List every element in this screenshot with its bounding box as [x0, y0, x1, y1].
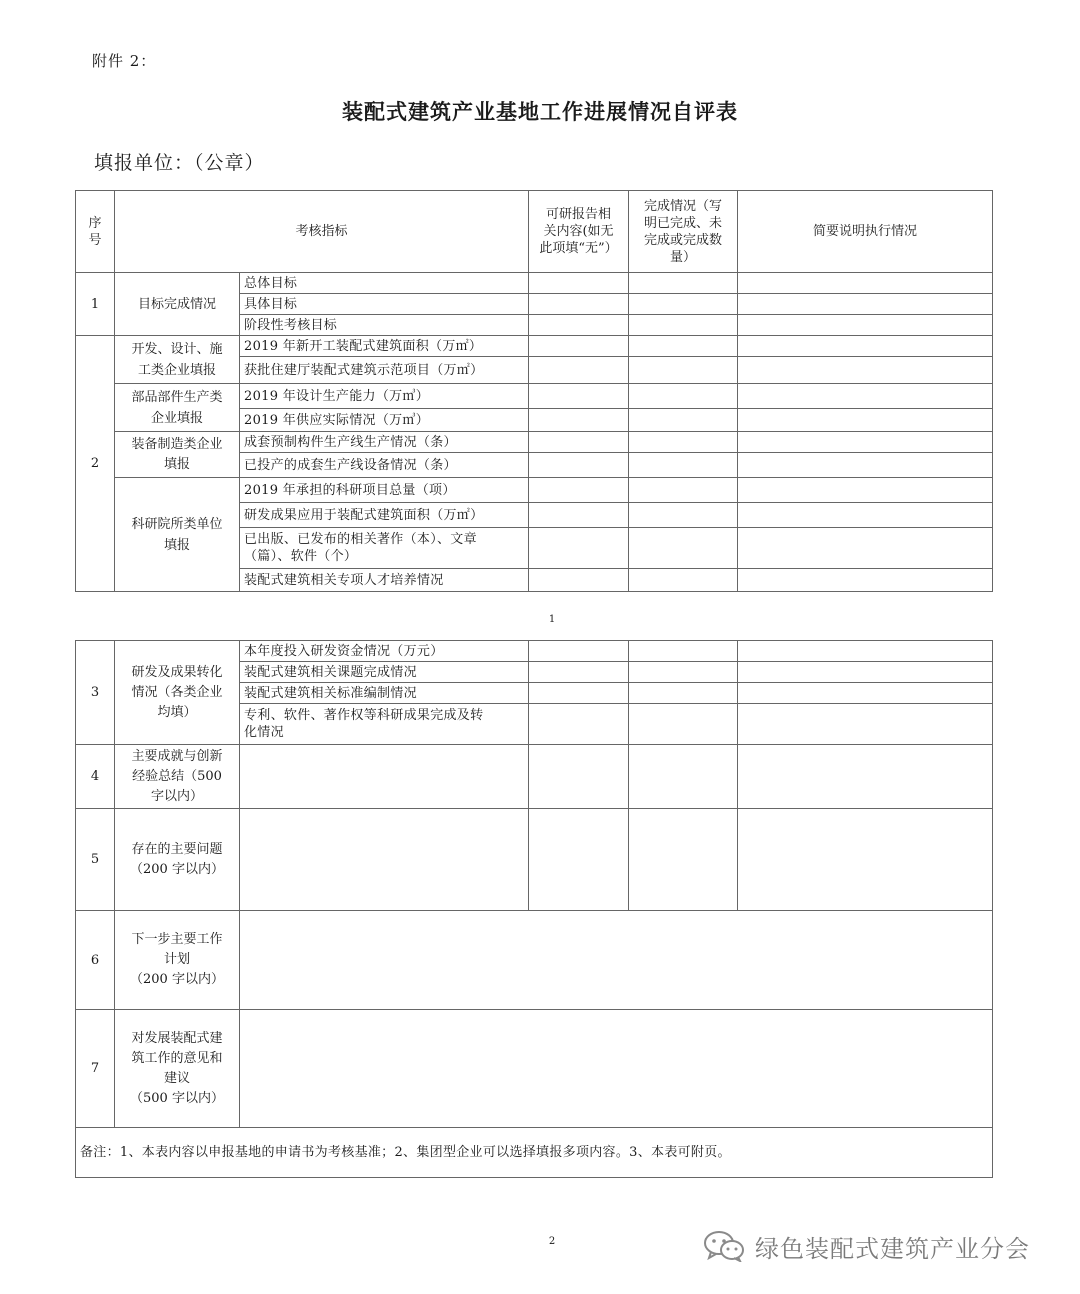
completion-input-cell[interactable] [629, 503, 738, 528]
table-row [76, 641, 993, 662]
completion-input-cell[interactable] [629, 641, 738, 662]
row-number: 5 [76, 809, 115, 911]
report-input-cell[interactable] [529, 273, 629, 294]
header-report-content: 可研报告相 关内容(如无 此项填“无”） [529, 191, 629, 273]
table-row [76, 1010, 993, 1128]
report-input-cell[interactable] [529, 745, 629, 809]
table-row [76, 745, 993, 809]
summary-input-cell[interactable] [738, 809, 993, 911]
summary-input-cell[interactable] [738, 432, 993, 453]
summary-input-cell[interactable] [738, 503, 993, 528]
indicator-cell: 研发成果应用于装配式建筑面积（万㎡） [240, 503, 529, 528]
plan-input-cell[interactable] [240, 911, 993, 1010]
report-input-cell[interactable] [529, 384, 629, 409]
report-input-cell[interactable] [529, 528, 629, 569]
completion-input-cell[interactable] [629, 336, 738, 357]
category-cell: 主要成就与创新 经验总结（500 字以内） [115, 745, 240, 809]
table-row [76, 911, 993, 1010]
page-number: 2 [548, 1236, 556, 1247]
table-row [76, 478, 993, 503]
completion-input-cell[interactable] [629, 273, 738, 294]
completion-input-cell[interactable] [629, 683, 738, 704]
report-input-cell[interactable] [529, 809, 629, 911]
summary-input-cell[interactable] [738, 384, 993, 409]
completion-input-cell[interactable] [629, 409, 738, 432]
completion-input-cell[interactable] [629, 478, 738, 503]
category-cell: 下一步主要工作 计划 （200 字以内） [115, 911, 240, 1010]
completion-input-cell[interactable] [629, 384, 738, 409]
header-summary: 简要说明执行情况 [738, 191, 993, 273]
table-row [76, 273, 993, 294]
completion-input-cell[interactable] [629, 315, 738, 336]
completion-input-cell[interactable] [629, 453, 738, 478]
summary-input-cell[interactable] [738, 478, 993, 503]
completion-input-cell[interactable] [629, 528, 738, 569]
completion-input-cell[interactable] [629, 704, 738, 745]
indicator-cell: 总体目标 [240, 273, 529, 294]
category-cell: 科研院所类单位 填报 [115, 478, 240, 592]
summary-input-cell[interactable] [738, 662, 993, 683]
header-completion: 完成情况（写 明已完成、未 完成或完成数 量） [629, 191, 738, 273]
table-row [76, 809, 993, 911]
category-cell: 目标完成情况 [115, 273, 240, 336]
self-evaluation-table-page2 [75, 640, 993, 1178]
indicator-cell: 阶段性考核目标 [240, 315, 529, 336]
completion-input-cell[interactable] [629, 294, 738, 315]
row-number: 6 [76, 911, 115, 1010]
report-input-cell[interactable] [529, 357, 629, 384]
report-input-cell[interactable] [529, 409, 629, 432]
report-input-cell[interactable] [529, 432, 629, 453]
row-number: 1 [76, 273, 115, 336]
attachment-label: 附件 2： [92, 52, 157, 70]
table-header-row [76, 191, 993, 273]
summary-input-cell[interactable] [738, 336, 993, 357]
note-text: 备注：1、本表内容以申报基地的申请书为考核基准；2、集团型企业可以选择填报多项内容。3、本表可附页。 [76, 1128, 993, 1178]
indicator-cell: 2019 年供应实际情况（万㎥） [240, 409, 529, 432]
report-input-cell[interactable] [529, 662, 629, 683]
summary-input-cell[interactable] [738, 357, 993, 384]
category-cell: 对发展装配式建 筑工作的意见和 建议 （500 字以内） [115, 1010, 240, 1128]
indicator-cell: 装配式建筑相关标准编制情况 [240, 683, 529, 704]
page-title: 装配式建筑产业基地工作进展情况自评表 [342, 99, 738, 124]
row-number: 2 [76, 336, 115, 592]
summary-input-cell[interactable] [738, 294, 993, 315]
summary-input-cell[interactable] [738, 641, 993, 662]
wechat-icon [703, 1230, 745, 1262]
indicator-cell: 2019 年新开工装配式建筑面积（万㎡） [240, 336, 529, 357]
indicator-cell: 已出版、已发布的相关著作（本）、文章 （篇）、软件（个） [240, 528, 529, 569]
summary-input-cell[interactable] [738, 453, 993, 478]
watermark [703, 1227, 1030, 1265]
header-seq: 序 号 [76, 191, 115, 273]
summary-input-cell[interactable] [738, 569, 993, 592]
completion-input-cell[interactable] [629, 569, 738, 592]
summary-input-cell[interactable] [738, 683, 993, 704]
row-number: 3 [76, 641, 115, 745]
table-row [76, 432, 993, 453]
watermark-text: 绿色装配式建筑产业分会 [755, 1234, 1030, 1263]
completion-input-cell[interactable] [629, 432, 738, 453]
indicator-cell: 本年度投入研发资金情况（万元） [240, 641, 529, 662]
page-number: 1 [548, 614, 556, 625]
report-input-cell[interactable] [529, 641, 629, 662]
summary-input-cell[interactable] [738, 704, 993, 745]
report-input-cell[interactable] [529, 453, 629, 478]
row-number: 7 [76, 1010, 115, 1128]
note-row [76, 1128, 993, 1178]
report-input-cell[interactable] [529, 503, 629, 528]
suggestion-input-cell[interactable] [240, 1010, 993, 1128]
category-cell: 存在的主要问题 （200 字以内） [115, 809, 240, 911]
indicator-cell: 装配式建筑相关课题完成情况 [240, 662, 529, 683]
row-number: 4 [76, 745, 115, 809]
table-row [76, 336, 993, 357]
report-input-cell[interactable] [529, 315, 629, 336]
indicator-cell: 专利、软件、著作权等科研成果完成及转 化情况 [240, 704, 529, 745]
report-input-cell[interactable] [529, 478, 629, 503]
self-evaluation-table-page1 [75, 190, 993, 592]
report-input-cell[interactable] [529, 569, 629, 592]
report-input-cell[interactable] [529, 336, 629, 357]
completion-input-cell[interactable] [629, 809, 738, 911]
report-input-cell[interactable] [529, 683, 629, 704]
category-cell: 装备制造类企业 填报 [115, 432, 240, 478]
content-input-cell[interactable] [240, 745, 529, 809]
indicator-cell: 已投产的成套生产线设备情况（条） [240, 453, 529, 478]
indicator-cell: 获批住建厅装配式建筑示范项目（万㎡） [240, 357, 529, 384]
summary-input-cell[interactable] [738, 315, 993, 336]
report-input-cell[interactable] [529, 704, 629, 745]
summary-input-cell[interactable] [738, 745, 993, 809]
indicator-cell: 装配式建筑相关专项人才培养情况 [240, 569, 529, 592]
summary-input-cell[interactable] [738, 528, 993, 569]
content-input-cell[interactable] [240, 809, 529, 911]
completion-input-cell[interactable] [629, 662, 738, 683]
report-input-cell[interactable] [529, 294, 629, 315]
category-cell: 研发及成果转化 情况（各类企业 均填） [115, 641, 240, 745]
indicator-cell: 2019 年设计生产能力（万㎥） [240, 384, 529, 409]
indicator-cell: 2019 年承担的科研项目总量（项） [240, 478, 529, 503]
indicator-cell: 具体目标 [240, 294, 529, 315]
completion-input-cell[interactable] [629, 357, 738, 384]
fill-unit-label: 填报单位：（公章） [94, 152, 265, 174]
table-row [76, 384, 993, 409]
indicator-cell: 成套预制构件生产线生产情况（条） [240, 432, 529, 453]
category-cell: 部品部件生产类 企业填报 [115, 384, 240, 432]
completion-input-cell[interactable] [629, 745, 738, 809]
category-cell: 开发、设计、施 工类企业填报 [115, 336, 240, 384]
header-indicator: 考核指标 [115, 191, 529, 273]
summary-input-cell[interactable] [738, 409, 993, 432]
summary-input-cell[interactable] [738, 273, 993, 294]
